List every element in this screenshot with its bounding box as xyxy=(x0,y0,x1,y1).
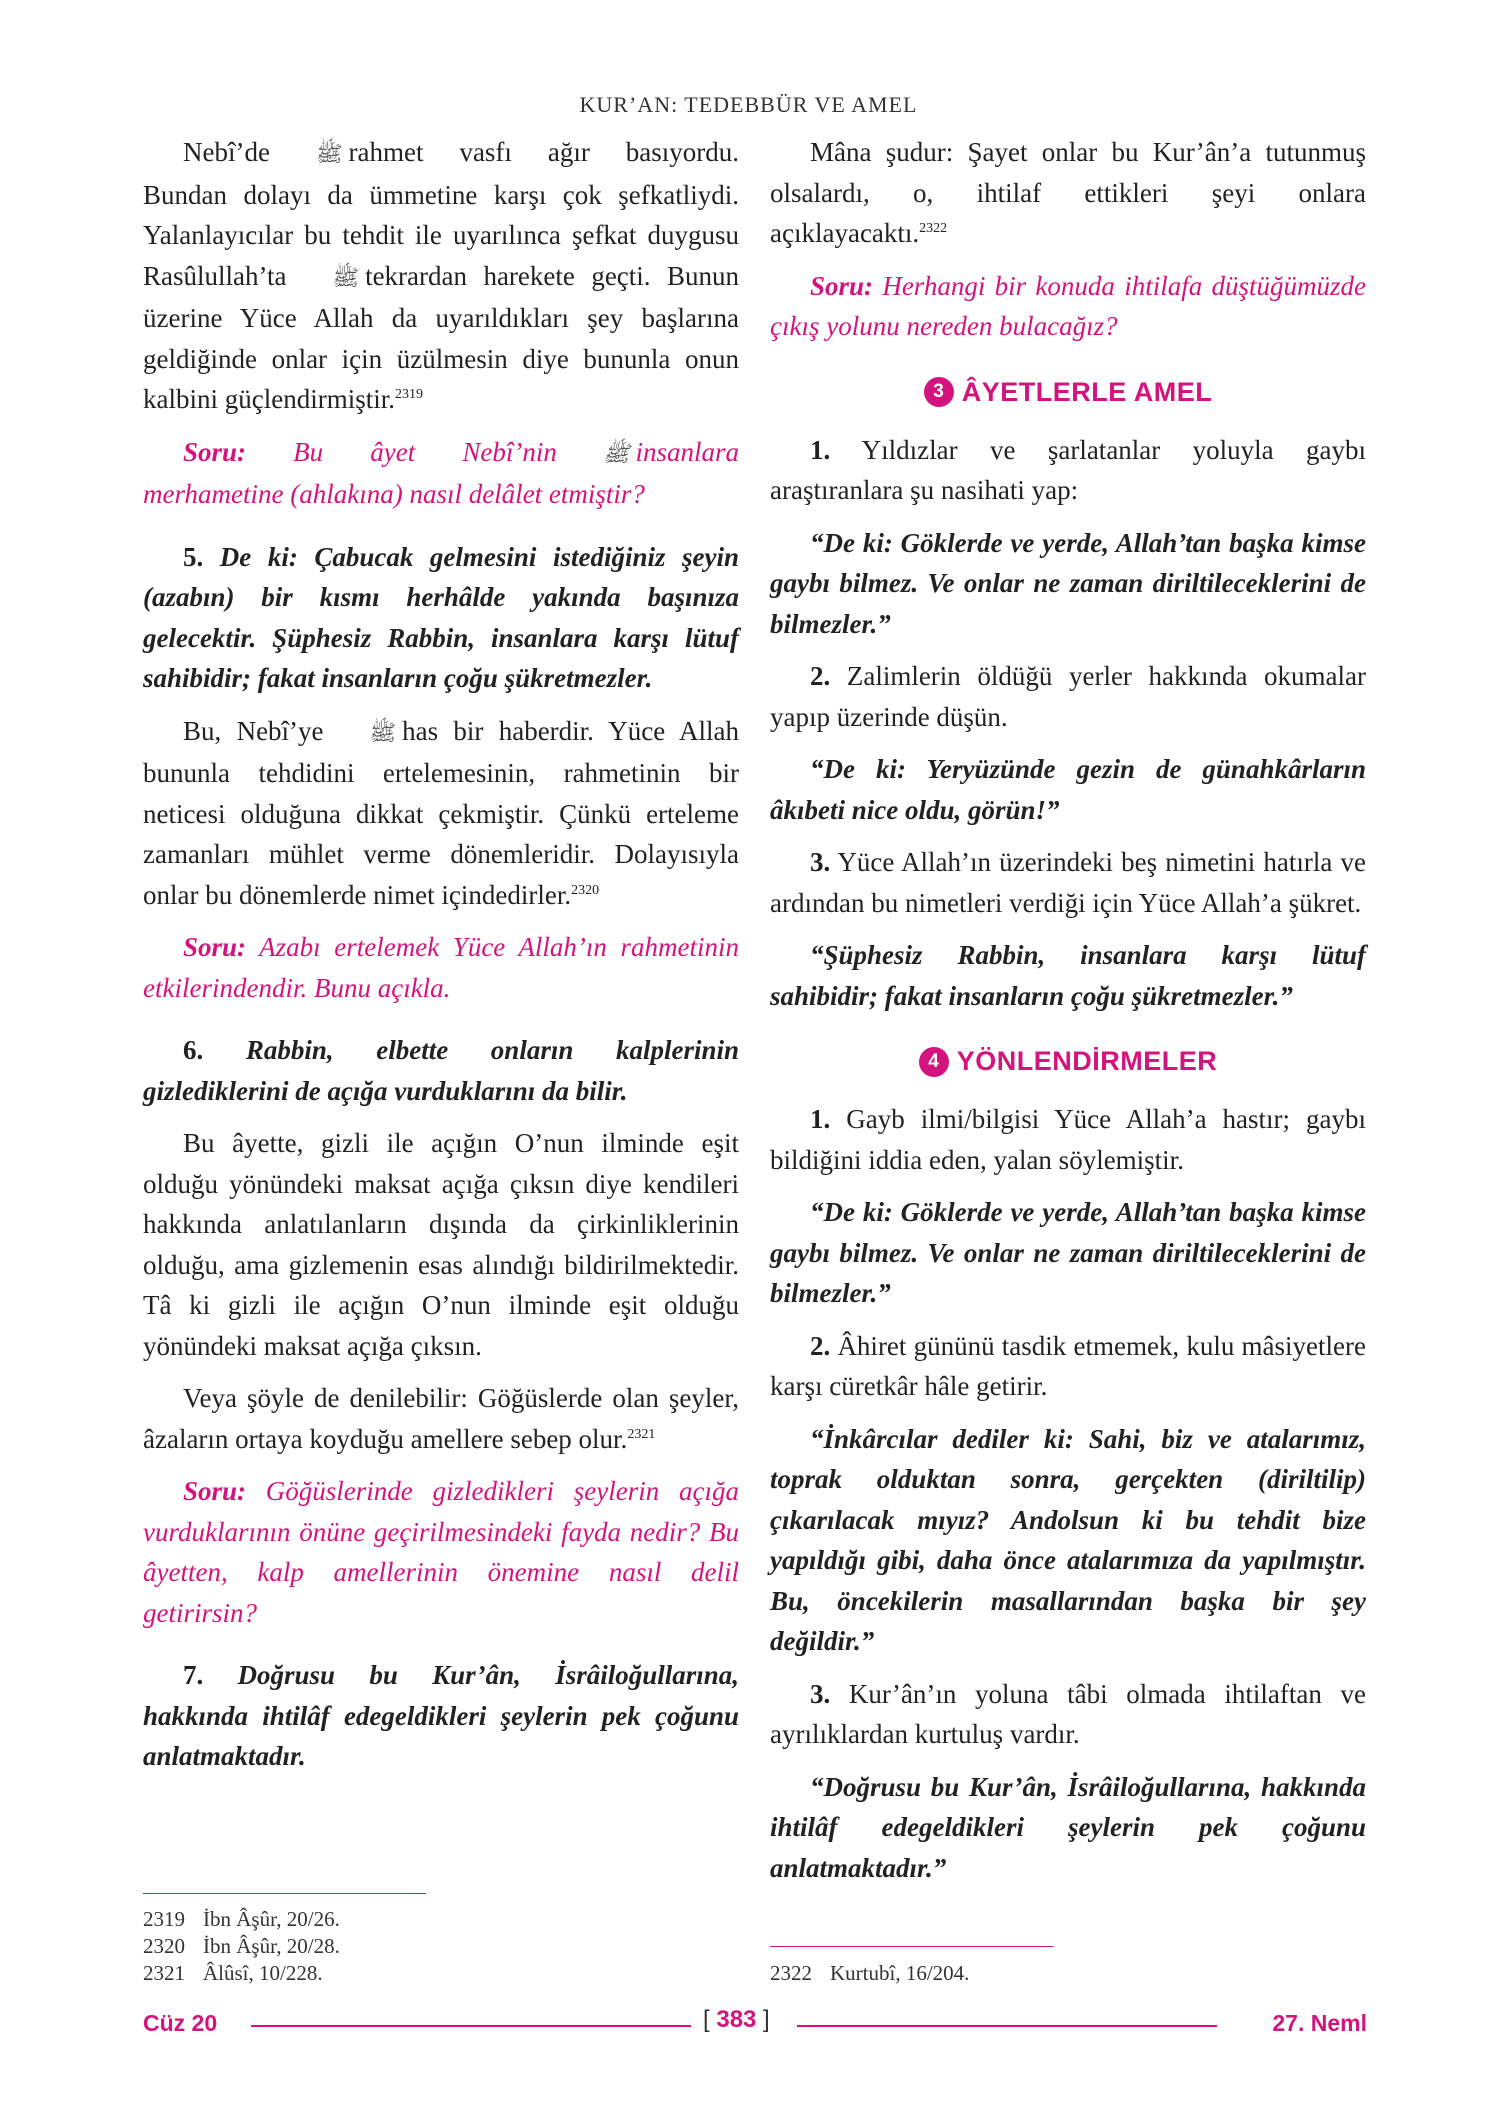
list-item: 2. Âhiret gününü tasdik etmemek, kulu mâsiyetlere karşı cüretkâr hâle getirir. xyxy=(770,1330,1366,1401)
section-number-badge: 4 xyxy=(919,1047,949,1077)
section-heading xyxy=(770,377,1366,408)
footnote-rule xyxy=(770,1946,1053,1947)
footnote: 2320 İbn Âşûr, 20/28. xyxy=(143,1934,340,1958)
footer-surah-label: 27. Neml xyxy=(1272,2010,1367,2036)
honorific-glyph: ﷺ xyxy=(315,141,343,166)
honorific-glyph: ﷺ xyxy=(332,264,360,290)
section-title: ÂYETLERLE AMEL xyxy=(961,376,1213,407)
verse-quote: “Şüphesiz Rabbin, insanlara karşı lütuf sahibidir; fakat insanların çoğu şükretmezler.” xyxy=(770,940,1366,1011)
footer-rule-left xyxy=(251,2025,691,2027)
right-column xyxy=(770,132,1366,1900)
footnote-ref[interactable]: 2320 xyxy=(571,882,600,898)
footnote-ref[interactable]: 2322 xyxy=(919,221,948,236)
paragraph: Veya şöyle de denilebilir: Göğüslerde olan şeyler, âzaların ortaya koyduğu amellere sebep olur.$^{2321}$ xyxy=(143,1383,739,1454)
verse: 6. Rabbin, elbette onların kalplerinin gizlediklerini de açığa vurduklarını da bilir. xyxy=(143,1035,739,1106)
list-item: 2. Zalimlerin öldüğü yerler hakkında okumalar yapıp üzerinde düşün. xyxy=(770,661,1367,732)
list-item: 1. Yıldızlar ve şarlatanlar yoluyla gaybı araştıranlara şu nasihati yap: xyxy=(770,434,1367,505)
verse: 5. De ki: Çabucak gelmesini istediğiniz şeyin (azabın) bir kısmı herhâlde yakında başınıza gelecektir. Şüphesiz Rabbin, insanlara karşı lütuf sahibidir; fakat insanların çoğu şükretmezler. xyxy=(143,541,740,693)
honorific-glyph: ﷺ xyxy=(602,440,630,466)
section-title: YÖNLENDİRMELER xyxy=(956,1046,1218,1076)
question: Soru: Göğüslerinde gizledikleri şeylerin açığa vurduklarının önüne geçirilmesindeki fayda nedir? Bu âyetten, kalp amellerinin önemine nasıl delil getirirsin? xyxy=(143,1476,739,1628)
footer-juz-label: Cüz 20 xyxy=(143,2010,218,2036)
footnote-ref[interactable]: 2319 xyxy=(394,387,423,402)
section-number-badge: 3 xyxy=(924,377,954,407)
footer-rule-right xyxy=(797,2025,1217,2027)
paragraph: Bu, Nebî’ye ﷺ has bir haberdir. Yüce Allah bununla tehdidini ertelemesinin, rahmetinin bir neticesi olduğuna dikkat çekmiştir. Çünkü erteleme zamanları mühlet verme dönemleridir. Dolayısıyla onlar bu dönemlerde nimet içindedirler.$^{2320}$ xyxy=(143,711,739,916)
honorific-glyph: ﷺ xyxy=(369,719,397,745)
page-footer xyxy=(143,2006,1367,2046)
paragraph: Mâna şudur: Şayet onlar bu Kur’ân’a tutunmuş olsalardı, o, ihtilaf ettikleri şeyi onlara açıklayacaktı.$^{2322}$ xyxy=(770,137,1366,248)
footnote-rule xyxy=(143,1893,426,1894)
footnotes-left xyxy=(143,1906,340,1987)
section-heading xyxy=(770,1046,1366,1077)
verse: 7. Doğrusu bu Kur’ân, İsrâiloğullarına, hakkında ihtilâf edegeldikleri şeylerin pek çoğunu anlatmaktadır. xyxy=(143,1660,740,1771)
verse-quote: “De ki: Yeryüzünde gezin de günahkârların âkıbeti nice oldu, görün!” xyxy=(770,754,1366,825)
list-item: 1. Gayb ilmi/bilgisi Yüce Allah’a hastır; gaybı bildiğini iddia eden, yalan söylemiştir. xyxy=(770,1104,1367,1175)
left-column xyxy=(143,132,739,1789)
verse-quote: “İnkârcılar dediler ki: Sahi, biz ve atalarımız, toprak olduktan sonra, gerçekten (diriltilip) çıkarılacak mıyız? Andolsun ki bu tehdit bize yapıldığı gibi, daha önce atalarımıza da yapılmıştır. Bu, öncekilerin masallarından başka bir şey değildir.” xyxy=(770,1423,1366,1656)
footnotes-right xyxy=(770,1960,969,1987)
list-item: 3. Yüce Allah’ın üzerindeki beş nimetini hatırla ve ardından bu nimetleri verdiği için Yüce Allah’a şükret. xyxy=(770,847,1366,918)
paragraph: Nebî’de ﷺ rahmet vasfı ağır basıyordu. Bundan dolayı da ümmetine karşı çok şefkatliydi. Yalanlayıcılar bu tehdit ile uyarılınca şefkat duygusu Rasûlullah’ta ﷺ tekrardan harekete geçti. Bunun üzerine Yüce Allah da uyarıldıkları şey başlarına geldiğinde onlar için üzülmesin diye bununla onun kalbini güçlendirmiştir.$^{2319}$ xyxy=(143,132,739,420)
verse-quote: “De ki: Göklerde ve yerde, Allah’tan başka kimse gaybı bilmez. Ve onlar ne zaman diriltileceklerini de bilmezler.” xyxy=(770,527,1366,639)
paragraph: Bu âyette, gizli ile açığın O’nun ilminde eşit olduğu yönündeki maksat açığa çıksın diye kendileri hakkında anlatılanların dışında da çirkinliklerinin olduğu, ama gizlemenin esas alındığı bildirilmektedir. Tâ ki gizli ile açığın O’nun ilminde eşit olduğu yönündeki maksat açığa çıksın. xyxy=(143,1128,739,1361)
footnote: 2322 Kurtubî, 16/204. xyxy=(770,1961,970,1985)
footnote: 2319 İbn Âşûr, 20/26. xyxy=(143,1907,340,1931)
verse-quote: “Doğrusu bu Kur’ân, İsrâiloğullarına, hakkında ihtilâf edegeldikleri şeylerin pek çoğunu anlatmaktadır.” xyxy=(770,1771,1366,1883)
question: Soru: Azabı ertelemek Yüce Allah’ın rahmetinin etkilerindendir. Bunu açıkla. xyxy=(143,932,739,1003)
question: Soru: Herhangi bir konuda ihtilafa düştüğümüzde çıkış yolunu nereden bulacağız? xyxy=(770,270,1366,341)
question: Soru: Bu âyet Nebî’nin ﷺ insanlara merhametine (ahlakına) nasıl delâlet etmiştir? xyxy=(143,432,739,515)
running-head: KUR’AN: TEDEBBÜR VE AMEL xyxy=(579,92,918,117)
footnote-ref[interactable]: 2321 xyxy=(627,1426,656,1442)
page-number: [ 383 ] xyxy=(703,2006,770,2033)
list-item: 3. Kur’ân’ın yoluna tâbi olmada ihtilaftan ve ayrılıklardan kurtuluş vardır. xyxy=(770,1678,1367,1749)
verse-quote: “De ki: Göklerde ve yerde, Allah’tan başka kimse gaybı bilmez. Ve onlar ne zaman diriltileceklerini de bilmezler.” xyxy=(770,1197,1366,1308)
footnote: 2321 Âlûsî, 10/228. xyxy=(143,1961,323,1985)
